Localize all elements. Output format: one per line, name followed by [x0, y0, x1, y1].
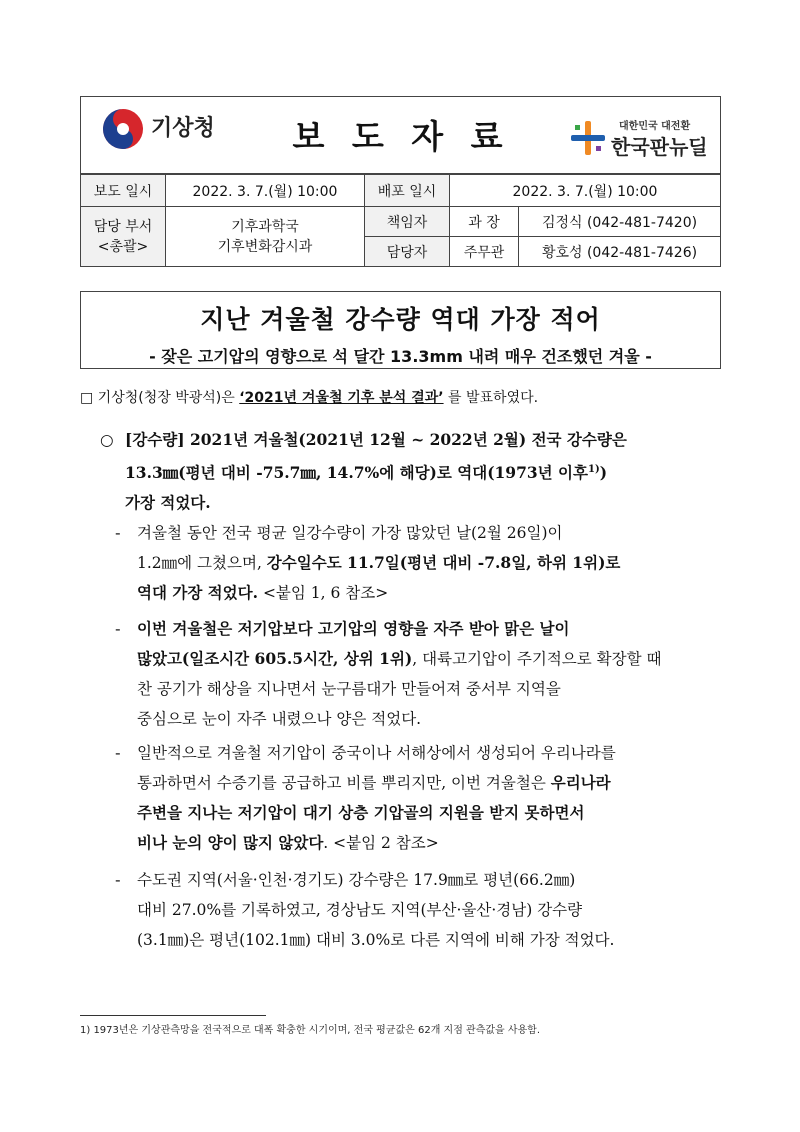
p1-line2-end: ) — [599, 463, 608, 483]
p3-line2 — [137, 644, 662, 674]
report-date-label: 보도 일시 — [81, 175, 166, 207]
meta-table — [80, 174, 721, 267]
p2-line2 — [137, 548, 620, 578]
dash-bullet: - — [115, 620, 121, 638]
dash-bullet: - — [115, 524, 121, 542]
subheadline: - 잦은 고기압의 영향으로 석 달간 13.3mm 내려 매우 건조했던 겨울 - — [149, 347, 652, 366]
p4-line3: 주변을 지나는 저기압이 대기 상층 기압골의 지원을 받지 못하면서 — [137, 803, 585, 822]
p2-line3 — [137, 578, 620, 608]
dept-label-cell — [81, 207, 166, 267]
partner-tagline: 대한민국 대전환 — [619, 121, 691, 132]
dash-bullet: - — [115, 744, 121, 762]
high-pressure-paragraph — [137, 614, 662, 734]
resp-title: 과 장 — [450, 207, 519, 237]
p3-line1: 이번 겨울철은 저기압보다 고기압의 영향을 자주 받아 맑은 날이 — [137, 619, 570, 638]
p3-line4: 중심으로 눈이 자주 내렸으나 양은 적었다. — [137, 710, 422, 728]
p1-line2 — [125, 455, 627, 488]
footnote-divider — [80, 1015, 266, 1016]
p5-line2: 대비 27.0%를 기록하였고, 경상남도 지역(부산·울산·경남) 강수량 — [137, 901, 583, 919]
contact-label: 담당자 — [365, 237, 450, 267]
p3-line3: 찬 공기가 해상을 지나면서 눈구름대가 만들어져 중서부 지역을 — [137, 680, 561, 698]
release-date: 2022. 3. 7.(월) 10:00 — [450, 175, 721, 207]
p4-line2b: 우리나라 — [550, 773, 611, 792]
resp-person: 김정식 (042-481-7420) — [519, 207, 721, 237]
new-deal-logo-icon — [569, 119, 607, 157]
p4-line4a: 비나 눈의 양이 많지 않았다 — [137, 833, 324, 852]
header-box — [80, 96, 721, 174]
headline-box — [80, 291, 721, 369]
p5-line3: (3.1㎜)은 평년(102.1㎜) 대비 3.0%로 다른 지역에 비해 가장 적었다. — [137, 931, 615, 949]
low-pressure-paragraph — [137, 738, 616, 858]
daily-precip-paragraph — [137, 518, 620, 608]
headline: 지난 겨울철 강수량 역대 가장 적어 — [200, 305, 601, 334]
intro-paragraph — [80, 383, 538, 413]
dash-bullet: - — [115, 871, 121, 889]
p1-line3: 가장 적었다. — [125, 493, 211, 513]
p2-line2b: 강수일수도 11.7일(평년 대비 -7.8일, 하위 1위)로 — [266, 553, 621, 572]
partner-name: 한국판뉴딜 — [611, 135, 708, 159]
footnote-ref: 1) — [587, 464, 600, 475]
square-bullet: □ — [80, 390, 94, 406]
report-title-quote: ‘2021년 겨울철 기후 분석 결과’ — [239, 390, 444, 406]
dept-cell — [166, 207, 365, 267]
p1-line1: [강수량] 2021년 겨울철(2021년 12월 ~ 2022년 2월) 전국 강수량은 — [125, 430, 627, 449]
p4-line2a: 통과하면서 수증기를 공급하고 비를 뿌리지만, 이번 겨울철은 — [137, 774, 551, 792]
intro-text: 기상청(청장 박광석)은 — [93, 390, 240, 406]
p5-line1: 수도권 지역(서울·인천·경기도) 강수량은 17.9㎜로 평년(66.2㎜) — [137, 871, 576, 889]
dept-label: 담당 부서 — [93, 218, 153, 235]
contact-person: 황호성 (042-481-7426) — [519, 237, 721, 267]
p1-line2-text: 13.3㎜(평년 대비 -75.7㎜, 14.7%에 해당)로 역대(1973년 이후 — [125, 463, 588, 483]
p4-attachment-ref: . <붙임 2 참조> — [323, 834, 439, 852]
p4-line2 — [137, 768, 616, 798]
report-date: 2022. 3. 7.(월) 10:00 — [166, 175, 365, 207]
p3-line2a: 많았고(일조시간 605.5시간, 상위 1위) — [137, 649, 413, 668]
p4-line1: 일반적으로 겨울철 저기압이 중국이나 서해상에서 생성되어 우리나라를 — [137, 744, 616, 762]
p3-line2b: , 대륙고기압이 주기적으로 확장할 때 — [412, 650, 662, 668]
p2-line1: 겨울철 동안 전국 평균 일강수량이 가장 많았던 날(2월 26일)이 — [137, 524, 563, 542]
meta-row-dates — [81, 175, 721, 207]
dept-bureau: 기후과학국 — [231, 218, 299, 235]
contact-title: 주무관 — [450, 237, 519, 267]
dept-division: 기후변화감시과 — [217, 238, 313, 255]
meta-row-resp — [81, 207, 721, 237]
p2-line2a: 1.2㎜에 그쳤으며, — [137, 554, 267, 572]
circle-bullet: ○ — [100, 431, 114, 449]
p2-attachment-ref: <붙임 1, 6 참조> — [258, 584, 389, 602]
org-name: 기상청 — [151, 116, 215, 141]
release-date-label: 배포 일시 — [365, 175, 450, 207]
regional-paragraph — [137, 865, 614, 955]
intro-text-end: 를 발표하였다. — [443, 390, 539, 406]
footnote: 1) 1973년은 기상관측망을 전국적으로 대폭 확충한 시기이며, 전국 평균값은 62개 지점 관측값을 사용함. — [80, 1025, 541, 1036]
p2-line3a: 역대 가장 적었다. — [137, 583, 259, 602]
document-title: 보 도 자 료 — [292, 117, 511, 156]
dept-label-total: <총괄> — [97, 238, 149, 255]
p4-line4 — [137, 828, 616, 858]
resp-label: 책임자 — [365, 207, 450, 237]
precipitation-paragraph — [125, 425, 627, 518]
